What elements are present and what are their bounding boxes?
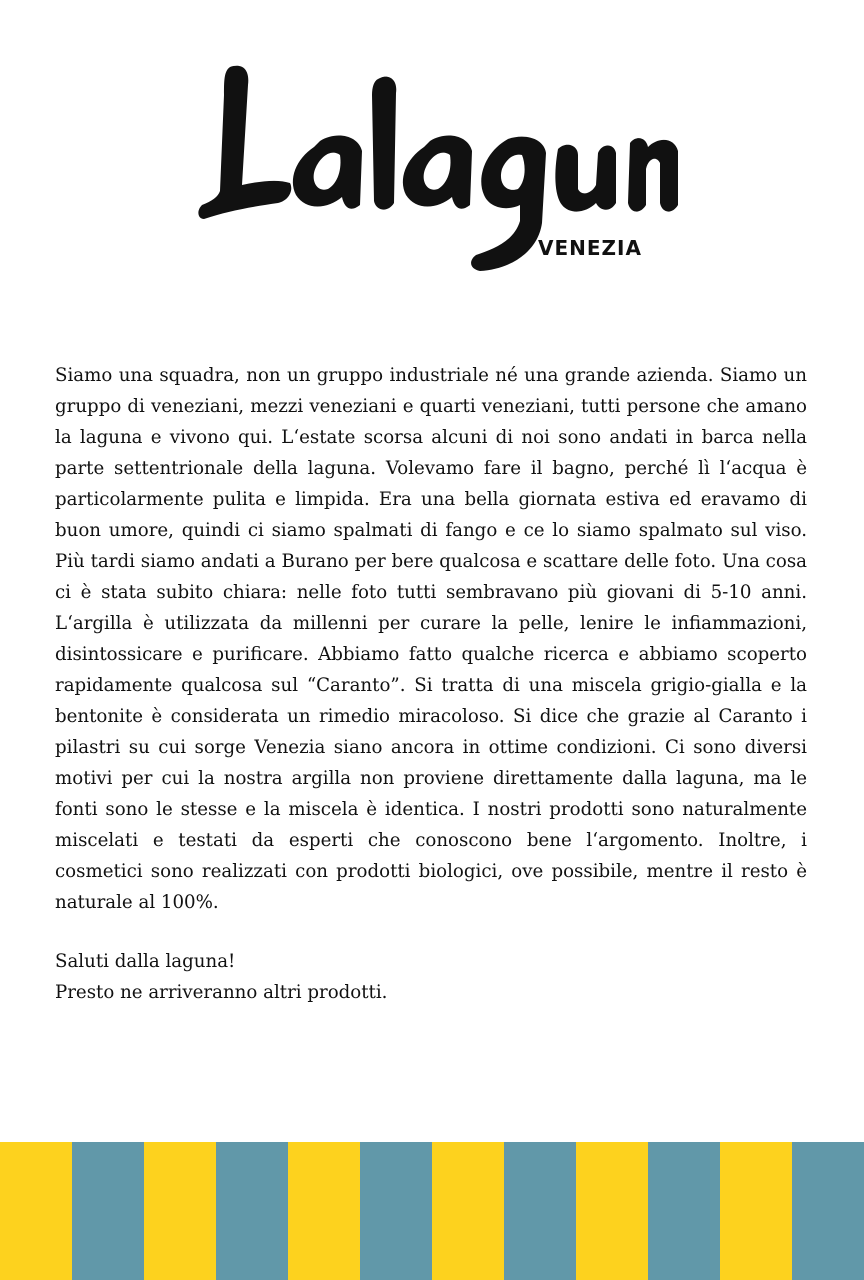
closing-line-greeting: Saluti dalla laguna! — [55, 951, 236, 972]
stripe-yellow — [0, 1142, 72, 1280]
closing-line-announcement: Presto ne arriveranno altri prodotti. — [55, 982, 388, 1003]
stripe-blue — [648, 1142, 720, 1280]
stripe-blue — [72, 1142, 144, 1280]
stripe-blue — [504, 1142, 576, 1280]
closing-block — [55, 946, 387, 1008]
stripe-yellow — [288, 1142, 360, 1280]
stripe-yellow — [576, 1142, 648, 1280]
decorative-stripes — [0, 1142, 864, 1280]
stripe-blue — [360, 1142, 432, 1280]
brand-subtitle: VENEZIA — [538, 236, 642, 260]
body-paragraph: Siamo una squadra, non un gruppo industriale né una grande azienda. Siamo un gruppo di veneziani, mezzi veneziani e quarti veneziani, tutti persone che amano la laguna e vivono qui. L‘estate scorsa alcuni di noi sono andati in barca nella parte settentrionale della laguna. Volevamo fare il bagno, perché lì l‘acqua è particolarmente pulita e limpida. Era una bella giornata estiva ed eravamo di buon umore, quindi ci siamo spalmati di fango e ce lo siamo spalmato sul viso. Più tardi siamo andati a Burano per bere qualcosa e scattare delle foto. Una cosa ci è stata subito chiara: nelle foto tutti sembravano più giovani di 5-10 anni. L‘argilla è utilizzata da millenni per curare la pelle, lenire le infiammazioni, disintossicare e purificare. Abbiamo fatto qualche ricerca e abbiamo scoperto rapidamente qualcosa sul “Caranto”. Si tratta di una miscela grigio-gialla e la bentonite è considerata un rimedio miracoloso. Si dice che grazie al Caranto i pilastri su cui sorge Venezia siano ancora in ottime condizioni. Ci sono diversi motivi per cui la nostra argilla non proviene direttamente dalla laguna, ma le fonti sono le stesse e la miscela è identica. I nostri prodotti sono naturalmente miscelati e testati da esperti che conoscono bene l‘argomento. Inoltre, i cosmetici sono realizzati con prodotti biologici, ove possibile, mentre il resto è naturale al 100%. — [55, 365, 807, 913]
stripe-blue — [792, 1142, 864, 1280]
stripe-yellow — [144, 1142, 216, 1280]
stripe-yellow — [432, 1142, 504, 1280]
stripe-yellow — [720, 1142, 792, 1280]
stripe-blue — [216, 1142, 288, 1280]
